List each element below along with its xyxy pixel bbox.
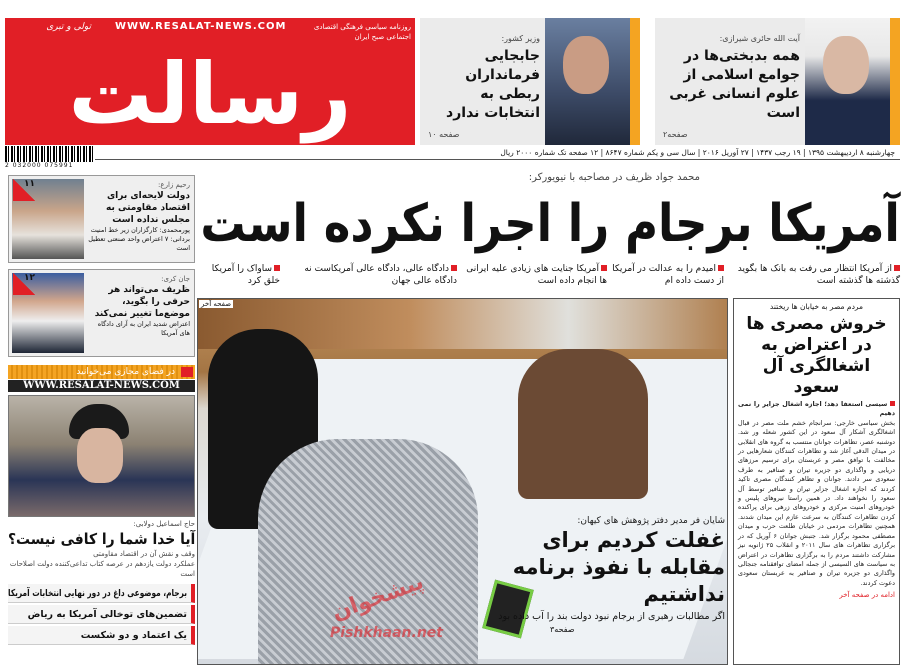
teaser-interior-minister[interactable] <box>420 18 640 145</box>
lead-headline-text: آمریکا برجام را اجرا نکرده است <box>200 194 900 254</box>
masthead <box>5 18 415 145</box>
page-reference: صفحه آخر <box>201 300 232 308</box>
teaser-headline: همه بدبختی‌ها در جوامع اسلامی از علوم انسانی غربی است <box>669 48 800 121</box>
lead-bullet: ساواک را آمریکا خلق کرد <box>211 264 280 286</box>
teaser-photo <box>545 18 630 145</box>
dateline-text: چهارشنبه ۸ اردیبهشت ۱۳۹۵ | ۱۹ رجب ۱۴۳۷ | ۲۷ آوریل ۲۰۱۶ | سال سی و یکم شماره ۸۶۴۷ | ۱۲ صفحه تک شماره ۲۰۰۰ ریال <box>500 148 895 157</box>
masthead-url[interactable]: WWW.RESALAT-NEWS.COM <box>115 21 287 32</box>
story-kicker: رحیم زارع: <box>158 181 190 189</box>
lead-bullet: دادگاه عالی، دادگاه عالی آمریکاست نه دادگاه عالی جهان <box>304 264 457 286</box>
photo-story[interactable] <box>490 515 725 635</box>
continued-link[interactable]: ادامه در صفحه آخر <box>839 591 895 600</box>
dateline <box>95 148 900 160</box>
left-news-item[interactable]: تضمین‌های توخالی آمریکا به ریاض <box>8 605 195 624</box>
left-news-item[interactable]: برجام، موضوعی داغ در دور نهایی انتخابات آمریکا <box>8 584 195 603</box>
lead-bullet: آمریکا جنایت های زیادی علیه ایرانی ها انجام داده است <box>466 264 607 286</box>
photo-story-headline: غفلت کردیم برای مقابله با نفوذ برنامه نداشتیم <box>512 528 725 606</box>
feature-caption: حاج اسماعیل دولابی: <box>133 520 195 528</box>
story-headline: دولت لایحه‌ای برای اقتصاد مقاومتی به مجلس نداده است <box>106 191 190 225</box>
barcode-number: 2 032000 075991 <box>5 162 74 169</box>
feature-headline[interactable]: آیا خدا شما را کافی نیست؟ <box>7 530 195 548</box>
story-kicker: جان کری: <box>161 275 190 283</box>
teaser-page: صفحه ۱۰ <box>428 130 460 139</box>
watermark-logo: پیشخوان <box>328 569 428 626</box>
story-body: بخش سیاسی خارجی: سرانجام خشم ملت مصر در قبال اشغالگری آشکار آل سعود در این کشور شعله ور شد. دوشنبه عصر، تظاهرات جوانان منتسب به گروه های انقلابی در میدان الدقی آغاز شد و تظاهرات کنندگان شعارهایی در مخالفت با توافق مصر و عربستان برای ترسیم مرزهای دریایی و واگذاری دو جزیره تیران و صنافیر به طرف سعودی سر دادند. جوانان و تظاهر کنندگان مصری تاکید کردند که اجازه اشغال جزایر تیران و صنافیر توسط آل سعود را نخواهند داد. در همین راستا نیروهای پلیس و خودروهای امنیت مرکزی و خودروهای زرهی برای پراکنده کردن تظاهرات کنندگان به سرعت عازم این میدان شدند. همچنین تظاهرات مردمی در خیابان طلعت حرب و میدان مصطفی محمود برگزار شد. جنبش جوانان ۶ آوریل که در برگزاری تظاهرات های سال ۲۰۱۱ و انقلاب ۲۵ ژانویه نیز مشارکت داشتند مردم را به برگزاری تظاهرات در اعتراض به سیاست های السیسی از جمله امضای توافقنامه جنجالی واگذاری دو جزیره تیران و صنافیر به عربستان سعودی دعوت کردند. <box>738 418 895 587</box>
lead-headline[interactable] <box>200 188 900 260</box>
newspaper-logo: رسالت <box>68 45 352 143</box>
masthead-calligraphy: تولی و تبری <box>46 22 91 32</box>
photo-story-bullet: اگر مطالبات رهبری از برجام نبود دولت بند را آب داده بود <box>498 611 725 622</box>
left-column <box>8 175 195 645</box>
teaser-page: صفحه۲ <box>663 130 688 139</box>
teaser-haeri-shirazi[interactable] <box>655 18 900 145</box>
teaser-kicker: وزیر کشور: <box>501 34 540 43</box>
page-number-badge: ۱۱ <box>13 179 35 201</box>
bullet-marker-icon <box>894 265 900 271</box>
story-bullets: پورمحمدی: کارگزاران زیر خط امنیت بردانی: ۷ اعتراض واحد صنعتی تعطیل است <box>88 226 190 252</box>
accent-stripe <box>890 18 900 145</box>
bullet-marker-icon <box>451 265 457 271</box>
bullet-marker-icon <box>601 265 607 271</box>
feature-photo <box>8 395 195 517</box>
story-lead-bullet: سیسی استعفا دهد؛ اجازه اشغال جزایر را نمی دهیم <box>738 400 895 418</box>
lead-bullet: از آمریکا انتظار می رفت به بانک ها بگوید گذشته ها گذشته است <box>737 264 900 286</box>
egypt-story[interactable] <box>733 298 900 665</box>
virtual-space-banner: در فضای مجازی می‌خوانید <box>8 365 195 379</box>
red-square-icon <box>181 367 193 377</box>
lead-subhead: محمد جواد ظریف در مصاحبه با نیویورکر: <box>528 172 700 183</box>
masthead-slogan: روزنامه سیاسی فرهنگی اقتصادی اجتماعی صبح ایران <box>313 23 411 41</box>
left-news-item[interactable]: یک اعتماد و دو شکست <box>8 626 195 645</box>
watermark-url: Pishkhaan.net <box>330 625 443 641</box>
photo-story-page: صفحه۳ <box>550 625 575 634</box>
barcode <box>5 146 93 162</box>
page-number-badge: ۱۲ <box>13 273 35 295</box>
feature-bullets: وقف و نقش آن در اقتصاد مقاومتی عملکرد دولت یازدهم در عرصه کتاب تداعی‌کننده دولت اصلاحات است <box>9 550 195 578</box>
teaser-photo <box>805 18 890 145</box>
story-headline: خروش مصری ها در اعتراض به اشغالگری آل سعود <box>746 314 887 397</box>
teaser-kicker: آیت الله حائری شیرازی: <box>719 34 800 43</box>
website-banner[interactable]: WWW.RESALAT-NEWS.COM <box>8 380 195 392</box>
lead-bullet: امیدم را به عدالت در آمریکا از دست داده ام <box>612 264 724 286</box>
bullet-marker-icon <box>718 265 724 271</box>
sidebar-story-kerry[interactable] <box>8 269 195 357</box>
story-kicker: مردم مصر به خیابان ها ریختند <box>769 302 864 311</box>
sidebar-story-zare[interactable] <box>8 175 195 263</box>
accent-stripe <box>630 18 640 145</box>
story-bullets: اعتراض شدید ایران به آرای دادگاه های آمریکا <box>97 320 190 337</box>
bullet-marker-icon <box>274 265 280 271</box>
photo-story-kicker: شایان فر مدیر دفتر پژوهش های کیهان: <box>577 516 725 526</box>
story-headline: ظریف می‌تواند هر حرفی را بگوید، موضع‌ما تغییر نمی‌کند <box>94 285 190 319</box>
teaser-headline: جابجایی فرمانداران ربطی به انتخابات ندارد <box>446 48 540 121</box>
bullet-marker-icon <box>890 401 895 406</box>
